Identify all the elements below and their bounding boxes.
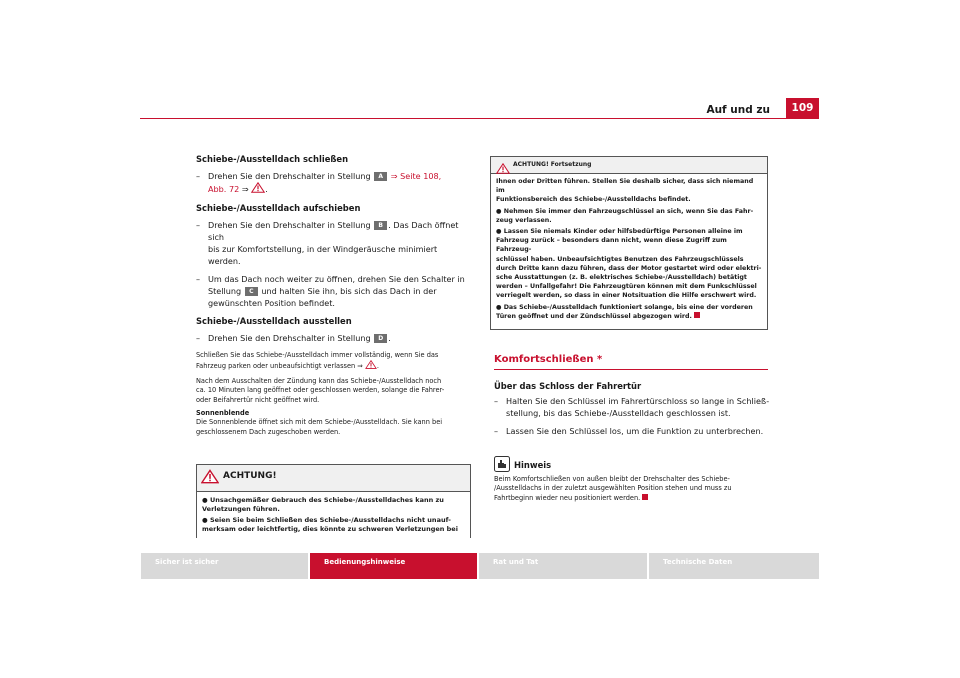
warning-body: ● Unsachgemäßer Gebrauch des Schiebe-/Ausstelldaches kann zu Verletzungen führen. ● Seien Sie beim Schließen des Schiebe-/Ausstelldachs nicht unauf- merksam oder leichtfertig, dies könnte zu schweren Verletzungen bei [197,492,470,538]
step-ausstellen: – Drehen Sie den Drehschalter in Stellung D . [196,333,391,343]
subheading-schloss: Über das Schloss der Fahrertür [494,381,642,391]
hinweis-title: Hinweis [514,460,552,470]
warning-continued-box [490,156,768,330]
position-badge-c: C [245,287,258,296]
warning-bullet: ● Lassen Sie niemals Kinder oder hilfsbedürftige Personen alleine im [496,228,743,236]
heading-schliessen: Schiebe-/Ausstelldach schließen [196,154,349,164]
step-aufschieben: – Drehen Sie den Drehschalter in Stellung B . Das Dach öffnet sich bis zur Komfortstellung, in der Windgeräusche minimiert werden. [196,220,459,266]
warning-continued-body: Ihnen oder Dritten führen. Stellen Sie deshalb sicher, dass sich niemand im Funktionsbereich des Schiebe-/Ausstelldachs befindet. ● Nehmen Sie immer den Fahrzeugschlüssel an sich, wenn Sie das Fahr- zeug verlassen. ● Lassen Sie niemals Kinder oder hilfsbedürftige Personen alleine im Fahrzeug zurück – besonders dann nicht, wenn diese Zugriff zum Fahrzeug- schlüssel haben. Unbeaufsichtigtes Benutzen des Fahrzeugschlüssels durch Dritte kann dazu führen, dass der Motor gestartet wird oder elektri- sche Ausstattungen (z. B. elektrisches Schiebe-/Ausstelldach) betätigt werden – Unfallgefahr! Die Fahrzeugtüren können mit dem Funkschlüssel verriegelt werden, so dass in einer Notsituation die Hilfe erschwert wird. ● Das Schiebe-/Ausstelldach funktioniert solange, bis eine der vorderen Türen geöffnet und der Zündschlüssel abgezogen wird. [496,178,762,320]
position-badge-a: A [374,172,387,181]
sonnenblende-heading: Sonnenblende [196,409,250,418]
warning-bullet: ● Unsachgemäßer Gebrauch des Schiebe-/Ausstelldaches kann zu [202,496,444,504]
heading-ausstellen: Schiebe-/Ausstelldach ausstellen [196,316,352,326]
footer-tab-bedienung[interactable]: Bedienungshinweise [310,553,477,579]
warning-box-header [197,465,470,492]
warning-triangle-icon[interactable] [251,182,265,196]
notes-block: Schließen Sie das Schiebe-/Ausstelldach immer vollständig, wenn Sie das Fahrzeug parken oder unbeaufsichtigt verlassen ⇒ . Nach dem Ausschalten der Zündung kann das Schiebe-/Ausstelldach noch ca. 10 Minuten lang geöffnet oder geschlossen werden, solange die Fahrer- oder Beifahrertür nicht geöffnet wird. Sonnenblende Die Sonnenblende öffnet sich mit dem Schiebe-/Ausstelldach. Sie kann bei geschlossenem Dach zugeschoben werden. [196,351,476,437]
step-weiter-oeffnen: – Um das Dach noch weiter zu öffnen, drehen Sie den Schalter in Stellung C und halten Sie ihn, bis sich das Dach in der gewünschten Position befindet. [196,274,465,308]
running-header-title: Auf und zu [706,104,770,116]
warning-continued-title: ACHTUNG! Fortsetzung [513,161,592,168]
position-badge-d: D [374,334,387,343]
warning-bullet: ● Nehmen Sie immer den Fahrzeugschlüssel an sich, wenn Sie das Fahr- [496,207,754,215]
step-schluessel-loslassen: – Lassen Sie den Schlüssel los, um die Funktion zu unterbrechen. [494,426,764,436]
warning-bullet: ● Das Schiebe-/Ausstelldach funktioniert solange, bis eine der vorderen [496,303,753,311]
warning-continued-header [491,157,767,174]
left-column [196,153,474,344]
section-rule [494,369,768,370]
warning-bullet: ● Seien Sie beim Schließen des Schiebe-/Ausstelldachs nicht unauf- [202,516,451,524]
warning-triangle-icon [201,469,219,488]
warning-box [196,464,471,538]
page-number: 109 [786,98,819,118]
header-rule [140,118,819,119]
end-marker-icon [642,494,648,500]
heading-aufschieben: Schiebe-/Ausstelldach aufschieben [196,203,361,213]
note-hand-icon [494,456,510,476]
footer-tab-sicher[interactable]: Sicher ist sicher [141,553,308,579]
end-marker-icon [694,312,700,318]
footer-tab-technik[interactable]: Technische Daten [649,553,819,579]
warning-triangle-icon[interactable] [365,360,377,372]
page-ref-link[interactable]: Seite 108, [400,171,442,181]
position-badge-b: B [374,221,387,230]
warning-triangle-icon [496,159,510,178]
warning-title: ACHTUNG! [223,471,277,481]
figure-ref-link[interactable]: Abb. 72 [208,184,240,194]
section-title: Komfortschließen * [494,354,603,365]
step-schluessel-halten: – Halten Sie den Schlüssel im Fahrertürschloss so lange in Schließ- stellung, bis das Schiebe-/Ausstelldach geschlossen ist. [494,396,770,418]
footer-tab-rat[interactable]: Rat und Tat [479,553,647,579]
right-column [494,380,770,437]
hinweis-block: Hinweis Beim Komfortschließen von außen bleibt der Drehschalter des Schiebe- /Ausstelldachs in der zuletzt ausgewählten Position stehen und muss zu Fahrtbeginn wieder neu positioniert werden. [494,456,770,503]
step-schliessen: – Drehen Sie den Drehschalter in Stellung A ⇒ Seite 108, Abb. 72 ⇒ . [196,171,442,194]
